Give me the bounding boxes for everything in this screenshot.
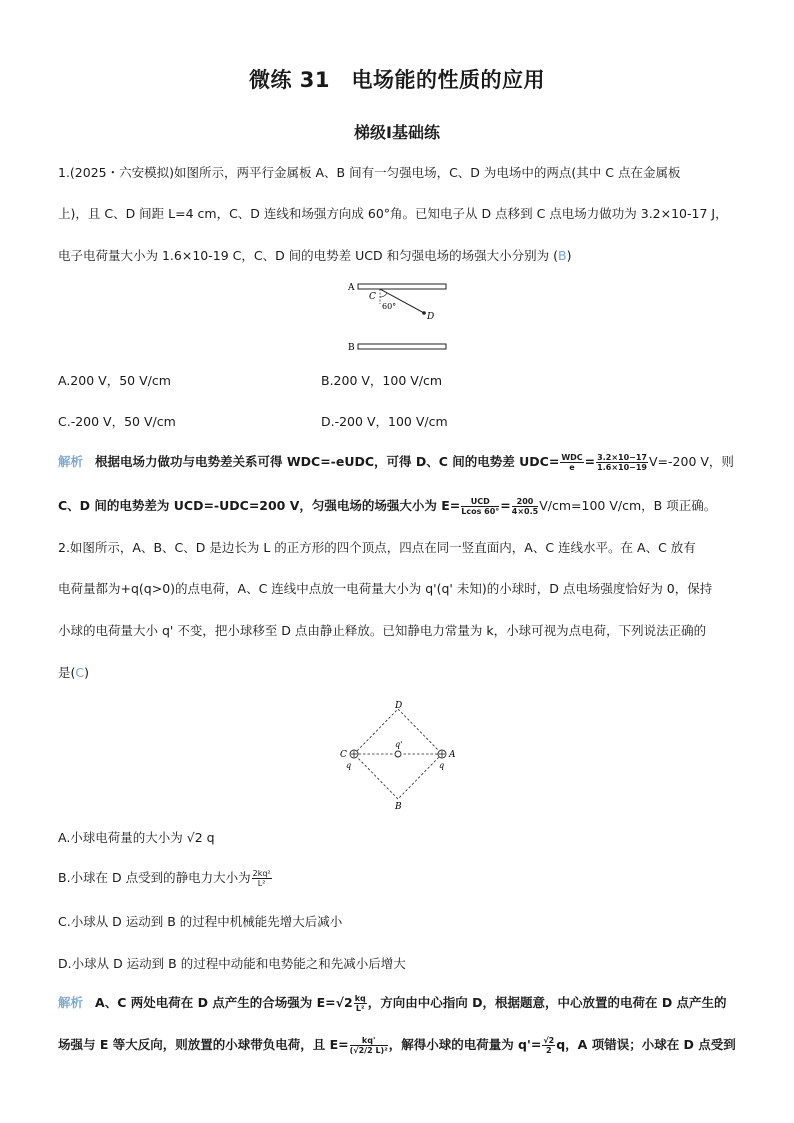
q2-line-1: 2.如图所示，A、B、C、D 是边长为 L 的正方形的四个顶点，四点在同一竖直面内，A、C 连线水平。在 A、C 放有 (58, 540, 696, 555)
q2-analysis-text-2: ，方向由中心指向 D，根据题意，中心放置的电荷在 D 点产生的 (367, 995, 727, 1010)
page-title: 微练 31 电场能的性质的应用 (248, 68, 546, 92)
q2-analysis-text-5: q，A 项错误；小球在 D 点受到 (556, 1037, 736, 1052)
fig2-label-D: D (395, 701, 403, 711)
q1-line-3-text: 电子电荷量大小为 1.6×10-19 C，C、D 间的电势差 UCD 和匀强电场的场强大小分别为 ( (58, 248, 558, 263)
q1-analysis-text-4: V/cm=100 V/cm，B 项正确。 (539, 498, 717, 513)
q1-analysis-line-1: 解析 根据电场力做功与电势差关系可得 WDC=-eUDC，可得 D、C 间的电势差 UDC= $\frac{\text{WDC}}{e}$ = $\frac{3.2\times 10-17}{1.6\times 10-19}$ V=-200 V，则 (58, 453, 734, 472)
q1-analysis-text-3: C、D 间的电势差为 UCD=-UDC=200 V，匀强电场的场强大小为 E= (58, 498, 461, 513)
fig1-angle-label: 60° (382, 302, 397, 311)
edge-AB (398, 754, 445, 799)
q1-option-a: A.200 V，50 V/cm (58, 373, 171, 388)
q2-analysis-line-2 (58, 1036, 748, 1055)
edge-BC (354, 754, 398, 799)
q2-analysis-text-4: ，解得小球的电荷量为 q'= (388, 1037, 542, 1052)
q2-frac-kq-l2: $\frac{kq}{\text{L²}}$ (354, 994, 366, 1013)
fig2-label-B: B (395, 802, 402, 812)
q2-frac-kqprime: $\frac{kq'}{\text{(√2/2 L)²}}$ (349, 1036, 388, 1055)
q2-analysis-text-1: A、C 两处电荷在 D 点产生的合场强为 E=√2 (95, 995, 353, 1010)
q1-analysis-text-1: 根据电场力做功与电势差关系可得 WDC=-eUDC，可得 D、C 间的电势差 UDC= (95, 454, 560, 469)
q1-option-c: C.-200 V，50 V/cm (58, 414, 176, 429)
fig2-label-C: C (340, 750, 347, 760)
q2-option-b-frac: $\frac{\text{2kq²}}{\text{L²}}$ (252, 869, 271, 888)
q2-option-b-text: B.小球在 D 点受到的静电力大小为 (58, 870, 251, 885)
q1-line-2: 上)，且 C、D 间距 L=4 cm，C、D 连线和场强方向成 60°角。已知电子从 D 点移到 C 点电场力做功为 3.2×10-17 J， (58, 206, 728, 221)
fig1-label-B: B (348, 343, 355, 353)
q2-line-3: 小球的电荷量大小 q' 不变，把小球移至 D 点由静止释放。已知静电力常量为 k，小球可视为点电荷，下列说法正确的 (58, 623, 707, 638)
q1-analysis-line-2: C、D 间的电势差为 UCD=-UDC=200 V，匀强电场的场强大小为 E= $\frac{\text{UCD}}{Lcos 60^\circ}$ = $\frac{200}{4\times 0.5}$ V/cm=100 V/cm，B 项正确。 (58, 497, 717, 516)
plate-A (358, 284, 446, 289)
fig2-label-q-right: q (439, 761, 445, 770)
angle-arc (380, 293, 387, 297)
q1-frac-wdc-e: $\frac{\text{WDC}}{e}$ (561, 453, 583, 472)
q2-option-d: D.小球从 D 运动到 B 的过程中动能和电势能之和先减小后增大 (58, 956, 406, 971)
q2-square-figure (330, 695, 465, 815)
q2-option-a: A.小球电荷量的大小为 √2 q (58, 830, 215, 845)
q1-line-1: 1.(2025・六安模拟)如图所示，两平行金属板 A、B 间有一匀强电场，C、D 为电场中的两点(其中 C 点在金属板 (58, 165, 681, 180)
q1-line-3 (58, 247, 748, 265)
q2-analysis-text-3: 场强与 E 等大反向，则放置的小球带负电荷，且 E= (58, 1037, 349, 1052)
small-ball (395, 751, 401, 757)
fig2-label-q-left: q (346, 761, 352, 770)
q1-frac-200: $\frac{200}{4\times 0.5}$ (511, 497, 539, 516)
q1-line-3-end: ) (566, 248, 572, 263)
section-subtitle: 梯级Ⅰ基础练 (354, 123, 440, 142)
q2-line-4-text: 是( (58, 665, 76, 680)
fig1-label-A: A (348, 283, 355, 293)
q2-frac-sqrt2-2: $\frac{√2}{2}$ (543, 1036, 555, 1055)
q1-analysis-tag: 解析 (58, 454, 84, 469)
q1-answer: B (557, 248, 567, 263)
q1-option-b: B.200 V，100 V/cm (321, 373, 443, 388)
q2-line-2: 电荷量都为+q(q>0)的点电荷，A、C 连线中点放一电荷量大小为 q'(q' 未知)的小球时，D 点电场强度恰好为 0，保持 (58, 581, 713, 596)
fig2-label-qprime: q' (395, 740, 403, 749)
q1-parallel-plate-figure (340, 278, 460, 358)
q1-frac-work-charge: $\frac{3.2\times 10-17}{1.6\times 10-19}$ (597, 453, 647, 472)
q2-line-4 (58, 664, 748, 682)
q1-analysis-text-2: V=-200 V，则 (649, 454, 734, 469)
fig2-label-A: A (449, 750, 456, 760)
q2-option-c: C.小球从 D 运动到 B 的过程中机械能先增大后减小 (58, 914, 343, 929)
edge-CD (354, 709, 398, 754)
fig1-label-C: C (369, 292, 376, 302)
q2-analysis-line-1 (58, 994, 748, 1013)
q1-frac-ucd: $\frac{\text{UCD}}{Lcos 60^\circ}$ (461, 497, 500, 516)
edge-DA (398, 709, 442, 754)
point-D (422, 311, 426, 315)
fig1-label-D: D (427, 312, 435, 322)
plate-B (358, 344, 446, 349)
q2-analysis-tag: 解析 (58, 995, 84, 1010)
q2-answer: C (75, 665, 85, 680)
q2-line-4-end: ) (84, 665, 90, 680)
q1-option-d: D.-200 V，100 V/cm (321, 414, 448, 429)
q2-option-b (58, 869, 748, 888)
